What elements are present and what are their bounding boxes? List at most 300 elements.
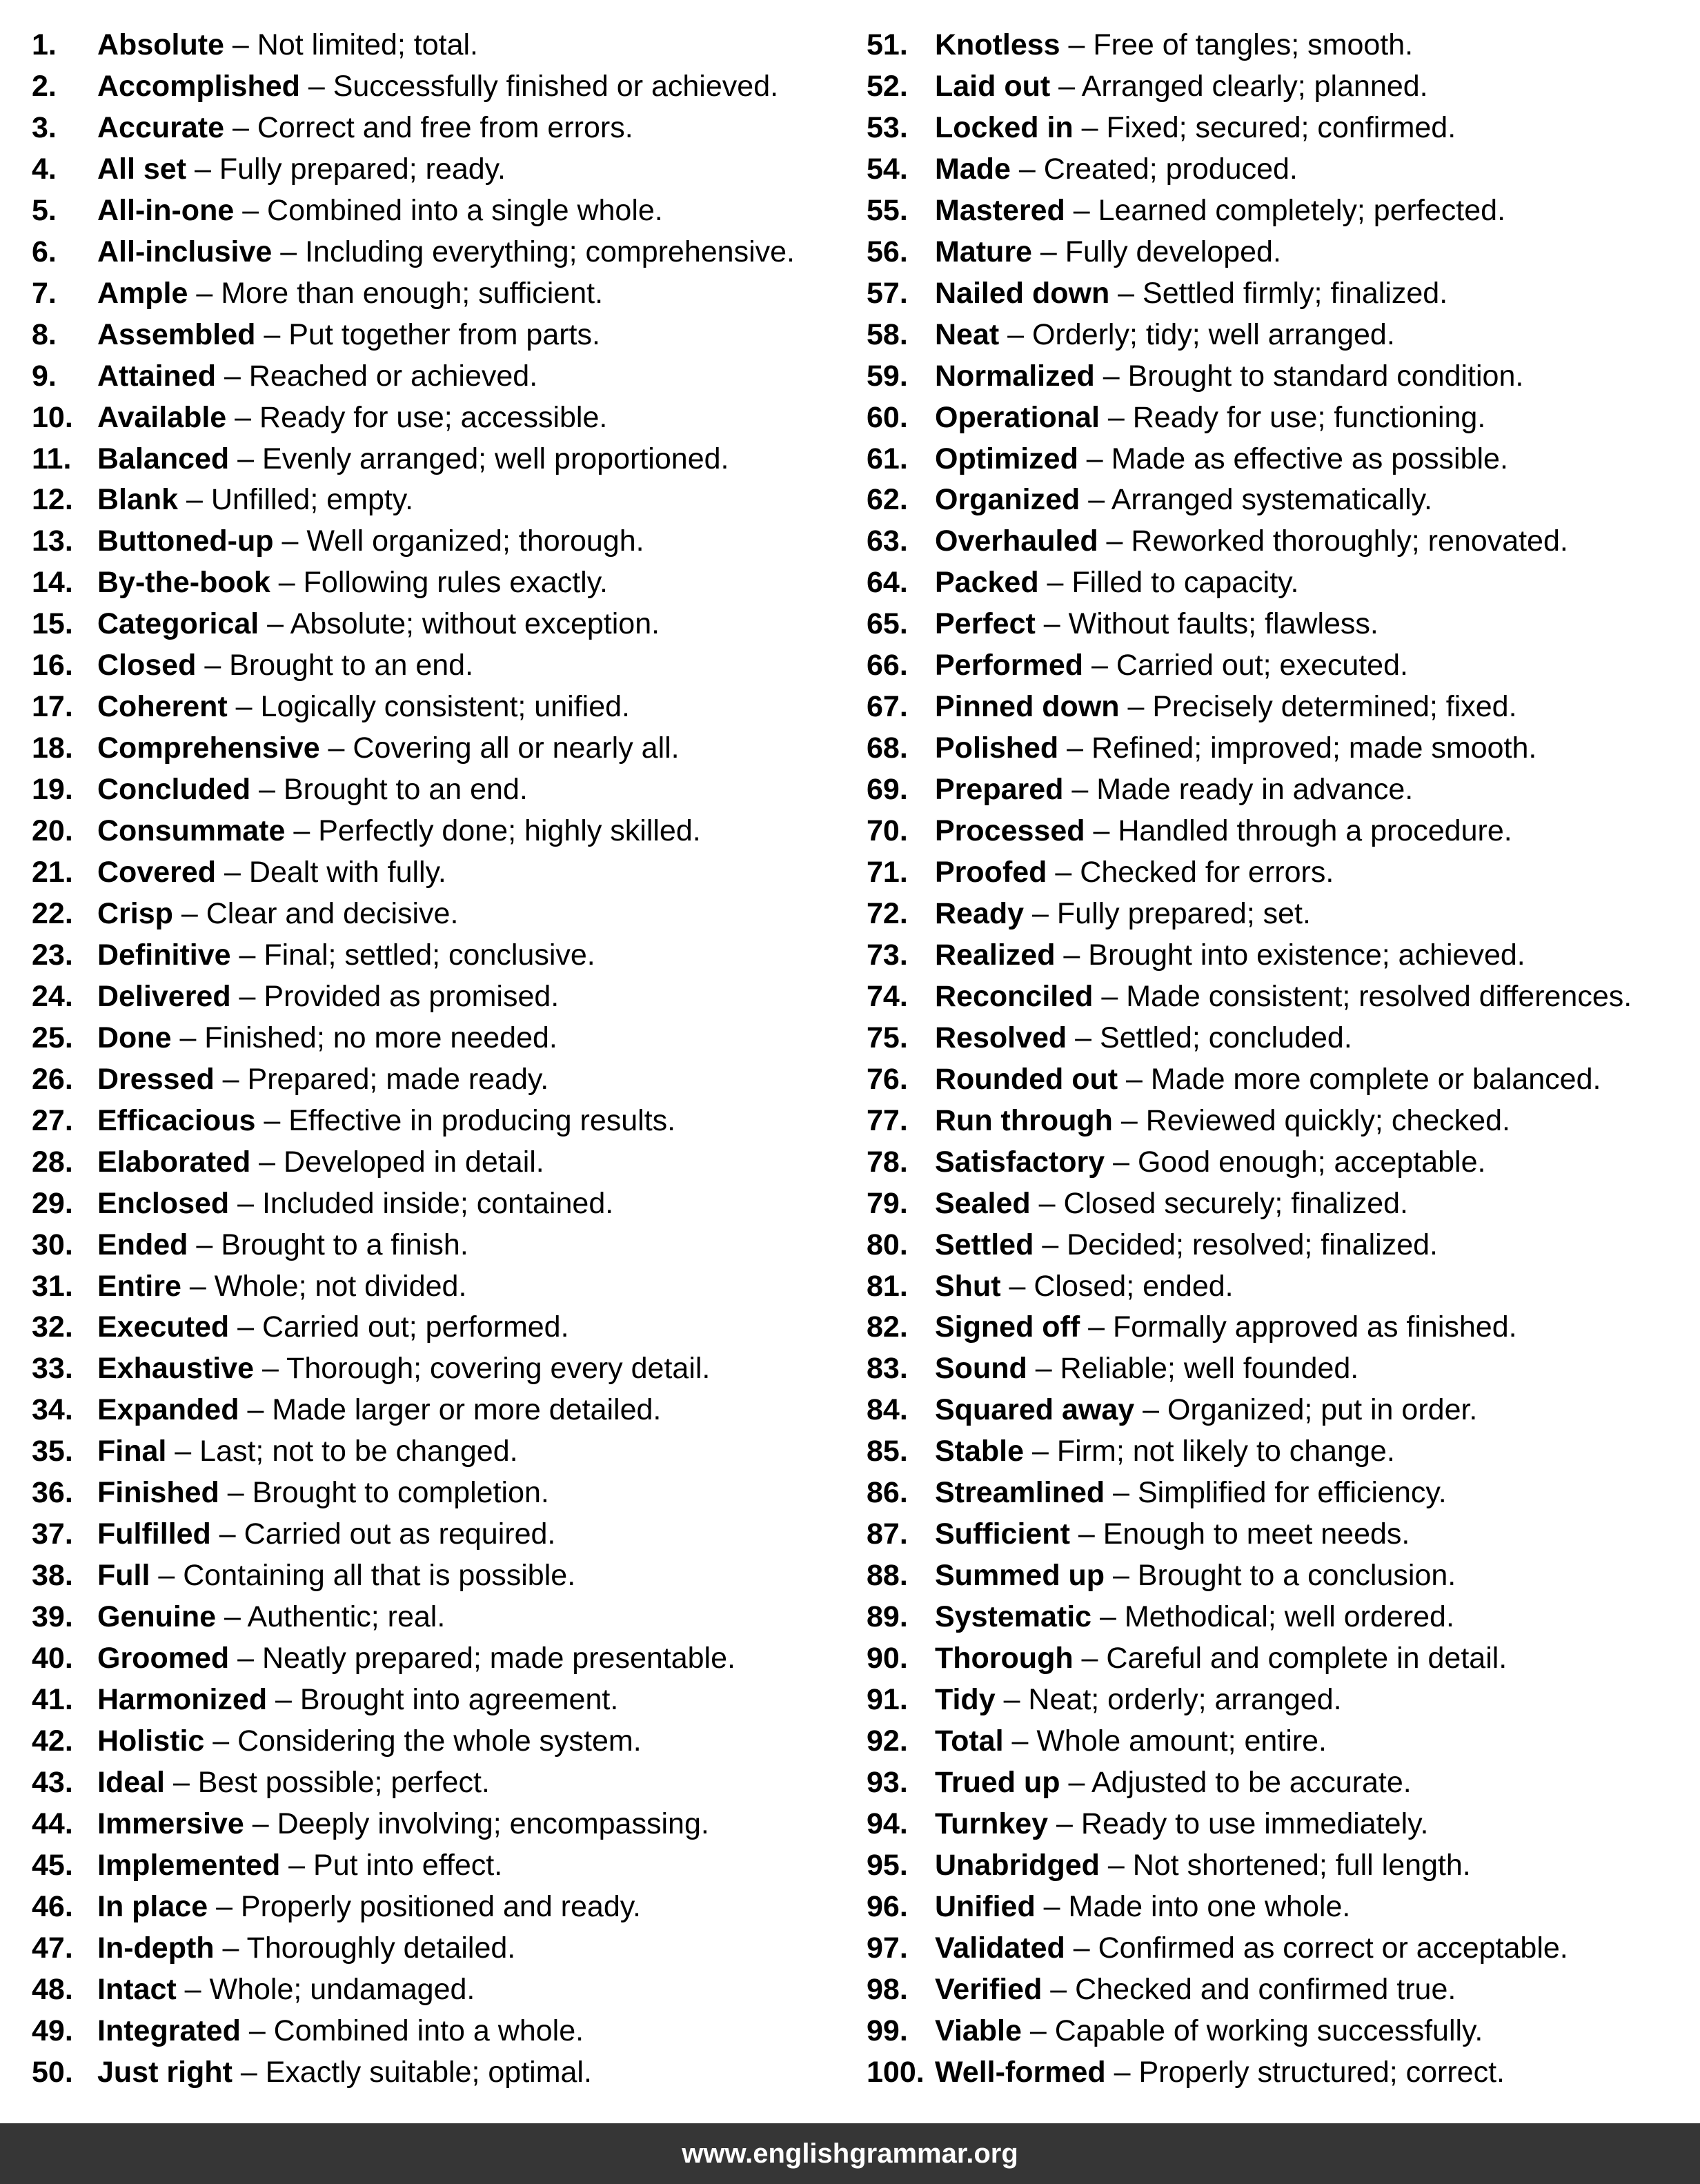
item-term: Turnkey bbox=[935, 1807, 1049, 1840]
item-number: 40. bbox=[32, 1642, 73, 1675]
item-body bbox=[97, 727, 680, 769]
item-number: 100. bbox=[867, 2055, 925, 2089]
item-number: 18. bbox=[32, 731, 73, 765]
item-term: Systematic bbox=[935, 1600, 1092, 1634]
item-body bbox=[935, 603, 1378, 645]
item-definition: – Reliable; well founded. bbox=[1027, 1352, 1359, 1386]
item-definition: – Including everything; comprehensive. bbox=[272, 235, 795, 268]
item-definition: – Learned completely; perfected. bbox=[1065, 193, 1506, 227]
item-number: 76. bbox=[867, 1062, 908, 1096]
item-body bbox=[935, 1762, 1412, 1803]
item-number: 46. bbox=[32, 1889, 73, 1923]
item-term: Expanded bbox=[97, 1393, 239, 1427]
item-definition: – Exactly suitable; optimal. bbox=[232, 2055, 592, 2089]
item-definition: – Brought to an end. bbox=[250, 773, 528, 807]
item-body bbox=[97, 1803, 709, 1844]
item-definition: – Carried out; executed. bbox=[1083, 649, 1408, 682]
item-body bbox=[97, 1389, 661, 1430]
item-definition: – Provided as promised. bbox=[230, 979, 560, 1013]
item-term: Polished bbox=[935, 731, 1059, 765]
item-definition: – Whole amount; entire. bbox=[1003, 1724, 1327, 1758]
item-term: Concluded bbox=[97, 773, 251, 807]
item-definition: – Considering the whole system. bbox=[204, 1724, 642, 1758]
item-term: Mature bbox=[935, 235, 1032, 268]
item-body bbox=[97, 314, 600, 355]
item-term: Genuine bbox=[97, 1600, 217, 1634]
item-body bbox=[97, 273, 603, 314]
item-definition: – Formally approved as finished. bbox=[1080, 1310, 1517, 1344]
item-number: 89. bbox=[867, 1600, 908, 1634]
item-definition: – Without faults; flawless. bbox=[1035, 607, 1378, 641]
item-term: Locked in bbox=[935, 110, 1074, 144]
item-body bbox=[935, 1389, 1477, 1430]
item-body bbox=[935, 231, 1281, 273]
item-number: 96. bbox=[867, 1889, 908, 1923]
item-term: Well-formed bbox=[935, 2055, 1106, 2089]
item-term: Exhaustive bbox=[97, 1352, 255, 1386]
item-definition: – Included inside; contained. bbox=[229, 1186, 614, 1220]
item-term: Absolute bbox=[97, 28, 224, 61]
item-body bbox=[935, 1927, 1568, 1969]
item-number: 94. bbox=[867, 1807, 908, 1840]
item-body bbox=[97, 1141, 544, 1183]
item-term: Stable bbox=[935, 1435, 1025, 1468]
item-number: 25. bbox=[32, 1021, 73, 1054]
item-definition: – Settled firmly; finalized. bbox=[1109, 276, 1448, 310]
item-body bbox=[935, 686, 1517, 727]
item-definition: – Adjusted to be accurate. bbox=[1060, 1765, 1412, 1799]
item-term: Resolved bbox=[935, 1021, 1067, 1054]
item-body bbox=[97, 1059, 548, 1100]
item-term: Unabridged bbox=[935, 1848, 1100, 1882]
item-number: 55. bbox=[867, 193, 908, 227]
right-word-list bbox=[867, 24, 1694, 2094]
item-term: Viable bbox=[935, 2014, 1022, 2047]
item-definition: – Successfully finished or achieved. bbox=[299, 69, 779, 103]
item-number: 17. bbox=[32, 690, 73, 724]
item-body bbox=[935, 355, 1523, 397]
item-body bbox=[935, 727, 1536, 769]
item-body bbox=[97, 1555, 575, 1596]
item-number: 19. bbox=[32, 773, 73, 807]
item-definition: – Refined; improved; made smooth. bbox=[1058, 731, 1537, 765]
item-body bbox=[97, 1886, 641, 1927]
item-number: 79. bbox=[867, 1186, 908, 1220]
item-definition: – Neatly prepared; made presentable. bbox=[229, 1642, 735, 1675]
item-number: 13. bbox=[32, 524, 73, 558]
item-definition: – Well organized; thorough. bbox=[273, 524, 644, 558]
item-number: 85. bbox=[867, 1435, 908, 1468]
item-definition: – Fully developed. bbox=[1031, 235, 1281, 268]
item-term: Done bbox=[97, 1021, 172, 1054]
item-body bbox=[935, 976, 1632, 1017]
item-term: Immersive bbox=[97, 1807, 244, 1840]
item-number: 50. bbox=[32, 2055, 73, 2089]
item-term: Pinned down bbox=[935, 690, 1120, 724]
item-body bbox=[97, 1720, 642, 1762]
item-body bbox=[935, 934, 1525, 976]
item-definition: – Made more complete or balanced. bbox=[1118, 1062, 1601, 1096]
item-definition: – Methodical; well ordered. bbox=[1091, 1600, 1454, 1634]
item-definition: – Made larger or more detailed. bbox=[239, 1393, 662, 1427]
item-number: 26. bbox=[32, 1062, 73, 1096]
item-number: 51. bbox=[867, 28, 908, 61]
item-body bbox=[97, 520, 644, 562]
item-definition: – Precisely determined; fixed. bbox=[1119, 690, 1517, 724]
item-definition: – Organized; put in order. bbox=[1134, 1393, 1478, 1427]
item-term: Unified bbox=[935, 1889, 1036, 1923]
item-definition: – Reached or achieved. bbox=[216, 359, 538, 393]
item-number: 87. bbox=[867, 1517, 908, 1551]
item-number: 56. bbox=[867, 235, 908, 268]
item-number: 3. bbox=[32, 110, 57, 144]
item-definition: – Settled; concluded. bbox=[1067, 1021, 1352, 1054]
item-number: 82. bbox=[867, 1310, 908, 1344]
item-body bbox=[935, 1472, 1447, 1513]
item-definition: – Whole; undamaged. bbox=[176, 1972, 475, 2006]
item-number: 21. bbox=[32, 856, 73, 889]
item-term: Intact bbox=[97, 1972, 177, 2006]
item-body bbox=[935, 1059, 1601, 1100]
item-body bbox=[935, 852, 1334, 893]
item-definition: – Fully prepared; set. bbox=[1024, 896, 1311, 930]
item-body bbox=[935, 24, 1413, 66]
item-term: Executed bbox=[97, 1310, 230, 1344]
item-number: 72. bbox=[867, 896, 908, 930]
item-definition: – Arranged systematically. bbox=[1080, 483, 1432, 517]
item-term: Sufficient bbox=[935, 1517, 1070, 1551]
item-term: Enclosed bbox=[97, 1186, 230, 1220]
item-term: Integrated bbox=[97, 2014, 241, 2047]
item-number: 5. bbox=[32, 193, 57, 227]
item-term: Perfect bbox=[935, 607, 1036, 641]
website-url[interactable]: www.englishgrammar.org bbox=[682, 2138, 1018, 2169]
item-definition: – Brought to completion. bbox=[219, 1476, 549, 1510]
item-body bbox=[97, 1348, 710, 1389]
item-definition: – Authentic; real. bbox=[216, 1600, 446, 1634]
item-number: 97. bbox=[867, 1931, 908, 1965]
item-number: 37. bbox=[32, 1517, 73, 1551]
item-body bbox=[935, 1183, 1408, 1224]
item-term: Processed bbox=[935, 814, 1085, 848]
item-term: Operational bbox=[935, 400, 1100, 434]
item-number: 20. bbox=[32, 814, 73, 848]
item-definition: – Enough to meet needs. bbox=[1069, 1517, 1410, 1551]
item-number: 49. bbox=[32, 2014, 73, 2047]
item-body bbox=[97, 893, 458, 934]
item-definition: – Neat; orderly; arranged. bbox=[995, 1683, 1342, 1716]
item-term: Finished bbox=[97, 1476, 219, 1510]
item-number: 23. bbox=[32, 938, 73, 972]
item-term: Laid out bbox=[935, 69, 1051, 103]
item-definition: – Carried out; performed. bbox=[229, 1310, 569, 1344]
item-body bbox=[935, 893, 1311, 934]
item-term: Signed off bbox=[935, 1310, 1080, 1344]
item-definition: – Filled to capacity. bbox=[1038, 566, 1299, 600]
item-number: 31. bbox=[32, 1269, 73, 1303]
item-term: Dressed bbox=[97, 1062, 215, 1096]
item-body bbox=[935, 810, 1512, 852]
item-term: Sealed bbox=[935, 1186, 1031, 1220]
item-body bbox=[97, 934, 595, 976]
item-body bbox=[97, 1844, 502, 1886]
item-number: 34. bbox=[32, 1393, 73, 1427]
item-definition: – Logically consistent; unified. bbox=[227, 690, 630, 724]
item-definition: – Decided; resolved; finalized. bbox=[1034, 1228, 1438, 1261]
item-term: Proofed bbox=[935, 856, 1047, 889]
item-term: Streamlined bbox=[935, 1476, 1105, 1510]
item-body bbox=[97, 562, 608, 603]
item-body bbox=[97, 645, 473, 686]
item-term: Shut bbox=[935, 1269, 1001, 1303]
item-definition: – Brought to an end. bbox=[196, 649, 474, 682]
item-body bbox=[935, 562, 1298, 603]
item-body bbox=[97, 603, 660, 645]
item-term: Full bbox=[97, 1559, 150, 1593]
left-word-list bbox=[32, 24, 839, 2094]
item-term: Prepared bbox=[935, 773, 1064, 807]
item-term: Ready bbox=[935, 896, 1025, 930]
item-body bbox=[935, 1224, 1438, 1266]
item-term: Groomed bbox=[97, 1642, 230, 1675]
item-definition: – Put into effect. bbox=[280, 1848, 503, 1882]
item-definition: – Good enough; acceptable. bbox=[1105, 1145, 1486, 1179]
item-definition: – Made ready in advance. bbox=[1063, 773, 1414, 807]
item-number: 36. bbox=[32, 1476, 73, 1510]
item-definition: – Not shortened; full length. bbox=[1099, 1848, 1471, 1882]
item-body bbox=[97, 1679, 618, 1720]
item-definition: – Simplified for efficiency. bbox=[1105, 1476, 1447, 1510]
item-definition: – Final; settled; conclusive. bbox=[230, 938, 595, 972]
item-number: 90. bbox=[867, 1642, 908, 1675]
item-definition: – Capable of working successfully. bbox=[1021, 2014, 1483, 2047]
item-definition: – Evenly arranged; well proportioned. bbox=[229, 442, 729, 475]
item-definition: – Deeply involving; encompassing. bbox=[244, 1807, 709, 1840]
item-term: Tidy bbox=[935, 1683, 996, 1716]
item-term: Ideal bbox=[97, 1765, 165, 1799]
item-term: Categorical bbox=[97, 607, 259, 641]
item-number: 8. bbox=[32, 317, 57, 351]
item-number: 12. bbox=[32, 483, 73, 517]
item-number: 44. bbox=[32, 1807, 73, 1840]
item-number: 45. bbox=[32, 1848, 73, 1882]
item-body bbox=[935, 1637, 1507, 1679]
item-body bbox=[935, 2052, 1505, 2093]
item-definition: – Absolute; without exception. bbox=[259, 607, 660, 641]
item-term: In place bbox=[97, 1889, 208, 1923]
item-definition: – Brought into existence; achieved. bbox=[1055, 938, 1525, 972]
item-term: Satisfactory bbox=[935, 1145, 1105, 1179]
item-body bbox=[97, 1017, 557, 1059]
item-number: 11. bbox=[32, 442, 72, 475]
item-term: Organized bbox=[935, 483, 1080, 517]
item-body bbox=[97, 769, 528, 810]
item-body bbox=[97, 976, 559, 1017]
item-number: 63. bbox=[867, 524, 908, 558]
item-body bbox=[97, 148, 506, 190]
item-term: Crisp bbox=[97, 896, 173, 930]
item-number: 62. bbox=[867, 483, 908, 517]
item-body bbox=[935, 314, 1395, 355]
item-term: Coherent bbox=[97, 690, 228, 724]
item-body bbox=[97, 1513, 555, 1555]
item-number: 93. bbox=[867, 1765, 908, 1799]
item-body bbox=[97, 810, 701, 852]
item-number: 6. bbox=[32, 235, 57, 268]
item-body bbox=[97, 852, 446, 893]
item-term: Ample bbox=[97, 276, 188, 310]
item-term: Knotless bbox=[935, 28, 1060, 61]
item-definition: – Fully prepared; ready. bbox=[186, 152, 506, 186]
item-number: 39. bbox=[32, 1600, 73, 1634]
item-body bbox=[97, 24, 478, 66]
item-definition: – Handled through a procedure. bbox=[1085, 814, 1512, 848]
item-body bbox=[935, 769, 1413, 810]
item-term: Available bbox=[97, 400, 227, 434]
item-number: 61. bbox=[867, 442, 908, 475]
item-number: 33. bbox=[32, 1352, 73, 1386]
item-term: Made bbox=[935, 152, 1011, 186]
item-number: 73. bbox=[867, 938, 908, 972]
item-term: Attained bbox=[97, 359, 216, 393]
item-definition: – Brought to a conclusion. bbox=[1105, 1559, 1456, 1593]
item-term: By-the-book bbox=[97, 566, 270, 600]
item-body bbox=[97, 190, 663, 231]
item-body bbox=[935, 1969, 1456, 2010]
item-number: 24. bbox=[32, 979, 73, 1013]
item-term: Sound bbox=[935, 1352, 1027, 1386]
item-term: Verified bbox=[935, 1972, 1042, 2006]
item-number: 52. bbox=[867, 69, 908, 103]
item-number: 65. bbox=[867, 607, 908, 641]
item-number: 9. bbox=[32, 359, 57, 393]
item-term: Overhauled bbox=[935, 524, 1098, 558]
item-term: Accurate bbox=[97, 110, 225, 144]
item-definition: – Last; not to be changed. bbox=[166, 1435, 518, 1468]
item-term: Reconciled bbox=[935, 979, 1094, 1013]
item-number: 68. bbox=[867, 731, 908, 765]
item-number: 83. bbox=[867, 1352, 908, 1386]
item-number: 29. bbox=[32, 1186, 73, 1220]
item-body bbox=[935, 1100, 1510, 1141]
item-term: Consummate bbox=[97, 814, 286, 848]
item-definition: – Developed in detail. bbox=[250, 1145, 544, 1179]
item-definition: – Clear and decisive. bbox=[172, 896, 459, 930]
item-body bbox=[97, 1596, 445, 1637]
item-number: 4. bbox=[32, 152, 57, 186]
item-number: 38. bbox=[32, 1559, 73, 1593]
item-body bbox=[935, 397, 1485, 438]
item-definition: – Carried out as required. bbox=[210, 1517, 556, 1551]
footer-bar bbox=[0, 2123, 1700, 2184]
item-number: 91. bbox=[867, 1683, 908, 1716]
item-definition: – Dealt with fully. bbox=[216, 856, 446, 889]
item-number: 59. bbox=[867, 359, 908, 393]
item-body bbox=[97, 397, 607, 438]
item-term: Summed up bbox=[935, 1559, 1105, 1593]
item-body bbox=[97, 107, 633, 148]
item-definition: – Containing all that is possible. bbox=[150, 1559, 576, 1593]
item-definition: – Closed securely; finalized. bbox=[1030, 1186, 1408, 1220]
item-number: 75. bbox=[867, 1021, 908, 1054]
item-body bbox=[935, 1266, 1234, 1307]
item-term: Efficacious bbox=[97, 1103, 256, 1137]
item-number: 48. bbox=[32, 1972, 73, 2006]
item-body bbox=[935, 2010, 1483, 2052]
item-body bbox=[935, 1803, 1428, 1844]
item-definition: – Confirmed as correct or acceptable. bbox=[1065, 1931, 1568, 1965]
item-body bbox=[935, 273, 1447, 314]
item-body bbox=[935, 438, 1508, 480]
item-body bbox=[97, 1969, 475, 2010]
item-number: 27. bbox=[32, 1103, 73, 1137]
item-term: Elaborated bbox=[97, 1145, 251, 1179]
item-number: 80. bbox=[867, 1228, 908, 1261]
item-number: 81. bbox=[867, 1269, 908, 1303]
item-body bbox=[935, 190, 1505, 231]
item-body bbox=[97, 1927, 515, 1969]
item-number: 64. bbox=[867, 566, 908, 600]
item-number: 47. bbox=[32, 1931, 73, 1965]
item-term: Fulfilled bbox=[97, 1517, 211, 1551]
item-body bbox=[935, 479, 1432, 520]
item-number: 71. bbox=[867, 856, 908, 889]
item-body bbox=[97, 1183, 613, 1224]
item-definition: – Combined into a whole. bbox=[240, 2014, 584, 2047]
item-term: Mastered bbox=[935, 193, 1065, 227]
item-body bbox=[97, 66, 778, 107]
item-number: 77. bbox=[867, 1103, 908, 1137]
item-body bbox=[97, 1637, 735, 1679]
item-definition: – Closed; ended. bbox=[1000, 1269, 1234, 1303]
item-number: 74. bbox=[867, 979, 908, 1013]
item-number: 67. bbox=[867, 690, 908, 724]
item-term: Final bbox=[97, 1435, 167, 1468]
item-body bbox=[97, 2052, 592, 2093]
item-number: 78. bbox=[867, 1145, 908, 1179]
item-definition: – Careful and complete in detail. bbox=[1073, 1642, 1508, 1675]
item-number: 10. bbox=[32, 400, 73, 434]
item-body bbox=[97, 1224, 468, 1266]
item-term: Performed bbox=[935, 649, 1084, 682]
item-definition: – Brought to a finish. bbox=[188, 1228, 468, 1261]
item-term: Thorough bbox=[935, 1642, 1074, 1675]
item-number: 2. bbox=[32, 69, 57, 103]
item-body bbox=[97, 1306, 569, 1348]
item-definition: – Unfilled; empty. bbox=[178, 483, 414, 517]
item-number: 92. bbox=[867, 1724, 908, 1758]
item-number: 14. bbox=[32, 566, 73, 600]
item-number: 43. bbox=[32, 1765, 73, 1799]
item-term: Rounded out bbox=[935, 1062, 1118, 1096]
item-body bbox=[935, 1886, 1350, 1927]
item-number: 35. bbox=[32, 1435, 73, 1468]
item-definition: – Brought into agreement. bbox=[267, 1683, 619, 1716]
item-term: Balanced bbox=[97, 442, 230, 475]
item-term: Squared away bbox=[935, 1393, 1135, 1427]
item-body bbox=[935, 107, 1456, 148]
item-body bbox=[935, 148, 1298, 190]
item-term: Optimized bbox=[935, 442, 1078, 475]
item-body bbox=[935, 1844, 1471, 1886]
item-definition: – Ready to use immediately. bbox=[1048, 1807, 1429, 1840]
item-body bbox=[97, 231, 795, 273]
item-body bbox=[97, 1430, 518, 1472]
item-body bbox=[97, 1100, 675, 1141]
item-definition: – Free of tangles; smooth. bbox=[1060, 28, 1414, 61]
item-number: 22. bbox=[32, 896, 73, 930]
item-body bbox=[97, 2010, 584, 2052]
